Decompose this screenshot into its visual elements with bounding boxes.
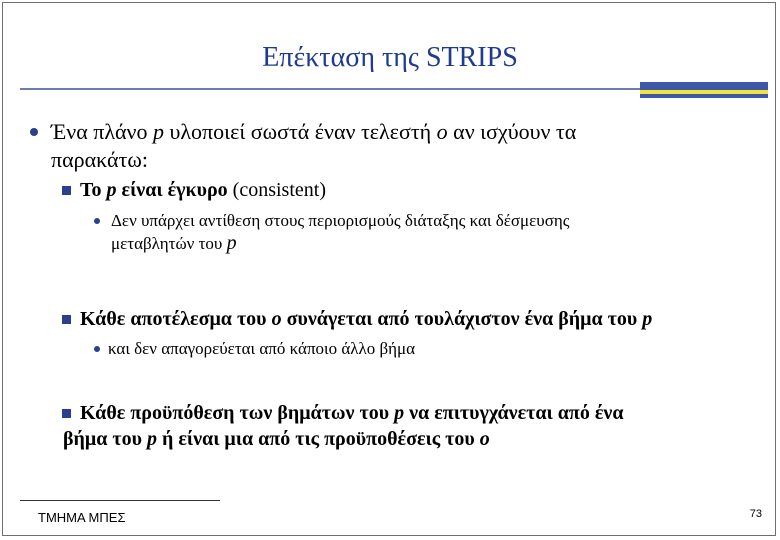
bullet-plan-correctness [30, 118, 730, 174]
bullet-text [51, 118, 576, 174]
bullet-text [80, 306, 652, 332]
var-p: p [106, 179, 117, 201]
text-segment: Κάθε προϋπόθεση των βημάτων του [80, 402, 395, 424]
slide-title: Επέκταση της STRIPS [262, 42, 518, 73]
var-p: p [394, 402, 405, 424]
bullet-line-2 [111, 232, 570, 255]
text-segment: μεταβλητών του [111, 234, 227, 253]
bullet-text: και δεν απαγορεύεται από κάποιο άλλο βήμα [108, 339, 416, 358]
bullet-no-conflict [94, 210, 734, 255]
bullet-dot-icon [94, 218, 100, 224]
bullet-line-2: παρακάτω: [51, 147, 148, 172]
text-segment: Κάθε αποτέλεσμα του [80, 308, 272, 330]
bullet-every-precondition [62, 400, 762, 452]
bullet-line-2 [63, 426, 624, 452]
var-o: o [479, 428, 490, 450]
var-o: o [436, 119, 448, 144]
bullet-line-1: Δεν υπάρχει αντίθεση στους περιορισμούς διάταξης και δέσμευσης [111, 211, 570, 230]
text-segment: Το [80, 179, 107, 201]
accent-bar-top [640, 82, 768, 90]
title-underline [20, 88, 744, 90]
text-segment: υλοποιεί σωστά έναν τελεστή [164, 119, 437, 144]
bullet-dot-icon [30, 128, 38, 136]
bullet-line-1 [51, 118, 576, 146]
bullet-square-icon [62, 186, 71, 195]
var-p: p [147, 428, 157, 450]
var-p: p [153, 119, 164, 144]
var-p: p [642, 308, 653, 330]
bullet-line-1 [80, 400, 624, 426]
bullet-square-icon [62, 409, 71, 418]
text-segment: ή είναι μια από τις προϋποθέσεις του [157, 428, 480, 450]
bullet-text [63, 400, 624, 452]
var-p: p [226, 232, 237, 254]
bullet-not-prohibited [94, 338, 734, 360]
text-segment: βήμα του [63, 428, 147, 450]
bullet-square-icon [62, 315, 71, 324]
bullet-consistent [62, 177, 742, 203]
text-segment: Ένα πλάνο [51, 119, 153, 144]
footer-divider [20, 500, 220, 501]
text-segment: είναι έγκυρο [116, 179, 228, 201]
text-segment: να επιτυγχάνεται από ένα [404, 402, 624, 424]
page-number: 73 [749, 508, 762, 520]
bullet-text [80, 177, 326, 203]
bullet-every-effect [62, 306, 762, 332]
bullet-dot-icon [94, 346, 100, 352]
var-o: o [271, 308, 282, 330]
accent-bar-bottom [640, 94, 768, 98]
text-segment: αν ισχύουν τα [447, 119, 577, 144]
text-segment: συνάγεται από τουλάχιστον ένα βήμα του [281, 308, 643, 330]
text-segment: (consistent) [227, 179, 326, 201]
footer-text: ΤΜΗΜΑ ΜΠΕΣ [38, 510, 126, 525]
bullet-text [111, 210, 570, 255]
